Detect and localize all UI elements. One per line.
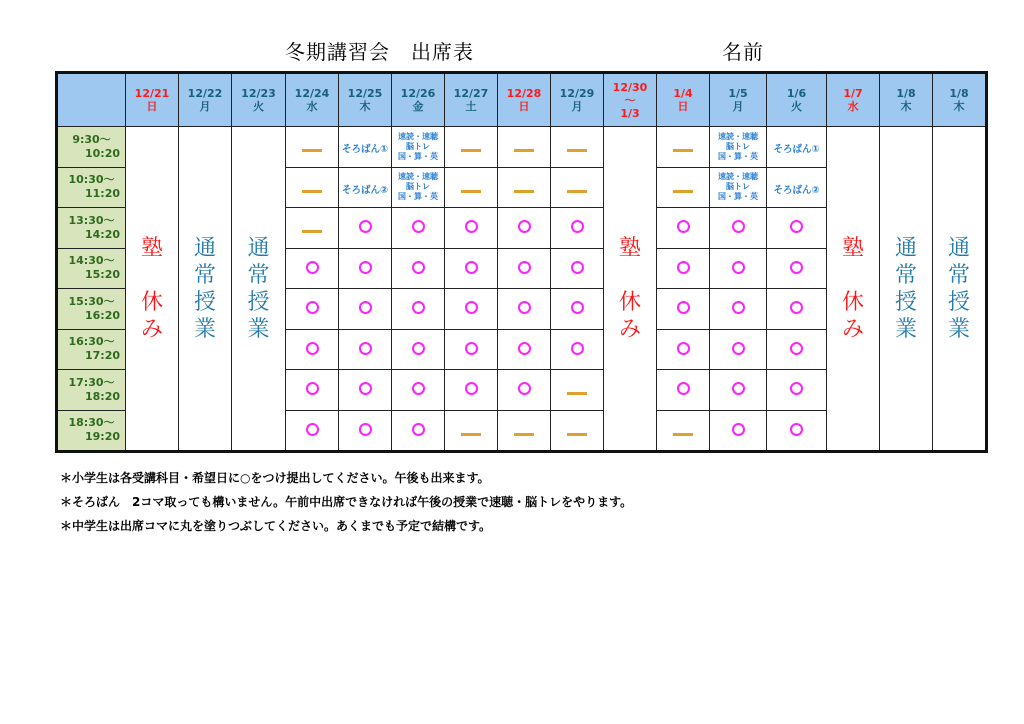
slot-available[interactable] [710,248,767,289]
attendance-table [55,71,988,453]
circle-icon [571,342,584,355]
slot-unavailable[interactable] [498,127,551,168]
date-header: 12/28 日 [498,73,551,127]
slot-available[interactable] [498,370,551,411]
circle-icon [306,301,319,314]
slot-available[interactable] [445,370,498,411]
regular-class-cell: 通 常 授 業 [232,127,286,452]
circle-icon [412,261,425,274]
date-header: 1/7 水 [827,73,880,127]
date-header: 12/21 日 [126,73,179,127]
dash-icon [567,433,587,436]
dash-icon [673,149,693,152]
date-header: 1/8 木 [933,73,987,127]
slot-available[interactable] [392,208,445,249]
corner-cell [57,73,126,127]
time-slot-label: 9:30〜 10:20 [57,127,126,168]
slot-available[interactable] [392,329,445,370]
slot-unavailable[interactable] [498,167,551,208]
circle-icon [465,301,478,314]
time-row [57,127,987,168]
closed-day-cell: 塾 休 み [126,127,179,452]
date-header: 1/8 木 [880,73,933,127]
slot-sokudoku[interactable]: 速読・速聴 脳トレ 国・算・英 [710,127,767,168]
circle-icon [790,220,803,233]
slot-available[interactable] [286,410,339,452]
slot-available[interactable] [657,248,710,289]
dash-icon [302,190,322,193]
circle-icon [732,342,745,355]
slot-available[interactable] [767,208,827,249]
circle-icon [518,261,531,274]
circle-icon [412,382,425,395]
circle-icon [571,261,584,274]
dash-icon [302,149,322,152]
time-slot-label: 17:30〜 18:20 [57,370,126,411]
slot-soroban[interactable]: そろばん② [339,167,392,208]
date-header: 12/27 土 [445,73,498,127]
date-header: 1/4 日 [657,73,710,127]
circle-icon [571,301,584,314]
circle-icon [571,220,584,233]
header-row [57,73,987,127]
dash-icon [302,230,322,233]
slot-available[interactable] [286,289,339,330]
circle-icon [465,342,478,355]
slot-unavailable[interactable] [445,127,498,168]
regular-class-cell: 通 常 授 業 [933,127,987,452]
slot-unavailable[interactable] [657,127,710,168]
dash-icon [514,433,534,436]
time-slot-label: 18:30〜 19:20 [57,410,126,452]
time-slot-label: 15:30〜 16:20 [57,289,126,330]
slot-available[interactable] [498,289,551,330]
slot-unavailable[interactable] [286,208,339,249]
slot-available[interactable] [286,370,339,411]
circle-icon [790,342,803,355]
document-title: 冬期講習会 出席表 [285,40,474,64]
circle-icon [790,261,803,274]
slot-available[interactable] [710,289,767,330]
slot-available[interactable] [392,410,445,452]
circle-icon [518,220,531,233]
date-header: 1/6 火 [767,73,827,127]
slot-unavailable[interactable] [551,127,604,168]
slot-available[interactable] [392,370,445,411]
circle-icon [359,342,372,355]
circle-icon [732,261,745,274]
circle-icon [465,382,478,395]
slot-available[interactable] [392,289,445,330]
slot-available[interactable] [339,289,392,330]
time-slot-label: 13:30〜 14:20 [57,208,126,249]
circle-icon [306,382,319,395]
slot-unavailable[interactable] [445,167,498,208]
circle-icon [790,301,803,314]
slot-unavailable[interactable] [551,167,604,208]
circle-icon [677,301,690,314]
slot-soroban[interactable]: そろばん② [767,167,827,208]
circle-icon [359,382,372,395]
dash-icon [673,190,693,193]
date-header: 12/30 〜 1/3 [604,73,657,127]
slot-available[interactable] [551,289,604,330]
circle-icon [359,261,372,274]
circle-icon [677,261,690,274]
circle-icon [677,342,690,355]
note-line: ＊小学生は各受講科目・希望日に○をつけ提出してください。午後も出来ます。 [60,471,490,485]
slot-available[interactable] [710,410,767,452]
circle-icon [306,261,319,274]
slot-sokudoku[interactable]: 速読・速聴 脳トレ 国・算・英 [392,127,445,168]
slot-available[interactable] [767,289,827,330]
circle-icon [790,382,803,395]
slot-available[interactable] [286,329,339,370]
slot-unavailable[interactable] [551,370,604,411]
time-slot-label: 16:30〜 17:20 [57,329,126,370]
circle-icon [465,220,478,233]
dash-icon [514,149,534,152]
slot-available[interactable] [710,370,767,411]
slot-unavailable[interactable] [286,127,339,168]
slot-available[interactable] [657,329,710,370]
circle-icon [732,423,745,436]
date-header: 12/29 月 [551,73,604,127]
circle-icon [732,382,745,395]
slot-available[interactable] [657,289,710,330]
date-header: 12/22 月 [179,73,232,127]
slot-available[interactable] [445,329,498,370]
slot-unavailable[interactable] [498,410,551,452]
circle-icon [412,301,425,314]
dash-icon [461,433,481,436]
circle-icon [677,382,690,395]
closed-day-cell: 塾 休 み [827,127,880,452]
slot-available[interactable] [657,370,710,411]
slot-unavailable[interactable] [286,167,339,208]
circle-icon [412,423,425,436]
dash-icon [461,149,481,152]
circle-icon [790,423,803,436]
slot-available[interactable] [445,208,498,249]
regular-class-cell: 通 常 授 業 [179,127,232,452]
date-header: 12/23 火 [232,73,286,127]
slot-available[interactable] [551,329,604,370]
slot-available[interactable] [392,248,445,289]
slot-sokudoku[interactable]: 速読・速聴 脳トレ 国・算・英 [710,167,767,208]
circle-icon [306,342,319,355]
slot-available[interactable] [339,410,392,452]
time-slot-label: 14:30〜 15:20 [57,248,126,289]
slot-available[interactable] [498,248,551,289]
date-header: 12/26 金 [392,73,445,127]
slot-available[interactable] [767,248,827,289]
slot-unavailable[interactable] [445,410,498,452]
slot-available[interactable] [445,289,498,330]
slot-available[interactable] [767,329,827,370]
slot-available[interactable] [445,248,498,289]
dash-icon [461,190,481,193]
dash-icon [673,433,693,436]
circle-icon [359,423,372,436]
date-header: 12/25 木 [339,73,392,127]
dash-icon [567,149,587,152]
slot-available[interactable] [498,329,551,370]
slot-available[interactable] [286,248,339,289]
circle-icon [518,301,531,314]
note-line: ＊中学生は出席コマに丸を塗りつぶしてください。あくまでも予定で結構です。 [60,519,492,533]
slot-available[interactable] [551,248,604,289]
circle-icon [518,342,531,355]
slot-available[interactable] [767,410,827,452]
date-header: 1/5 月 [710,73,767,127]
note-line: ＊そろばん 2コマ取っても構いません。午前中出席できなければ午後の授業で速聴・脳トレをやります。 [60,495,633,509]
slot-unavailable[interactable] [657,410,710,452]
slot-soroban[interactable]: そろばん① [339,127,392,168]
time-slot-label: 10:30〜 11:20 [57,167,126,208]
date-header: 12/24 水 [286,73,339,127]
slot-available[interactable] [339,208,392,249]
regular-class-cell: 通 常 授 業 [880,127,933,452]
circle-icon [412,220,425,233]
circle-icon [677,220,690,233]
circle-icon [465,261,478,274]
slot-sokudoku[interactable]: 速読・速聴 脳トレ 国・算・英 [392,167,445,208]
slot-available[interactable] [498,208,551,249]
slot-unavailable[interactable] [657,167,710,208]
name-label: 名前 [722,40,764,64]
slot-available[interactable] [551,208,604,249]
slot-available[interactable] [339,329,392,370]
dash-icon [567,392,587,395]
slot-available[interactable] [339,248,392,289]
closed-day-cell: 塾 休 み [604,127,657,452]
dash-icon [514,190,534,193]
circle-icon [306,423,319,436]
circle-icon [518,382,531,395]
slot-available[interactable] [710,329,767,370]
circle-icon [359,220,372,233]
slot-available[interactable] [657,208,710,249]
slot-soroban[interactable]: そろばん① [767,127,827,168]
slot-available[interactable] [710,208,767,249]
slot-available[interactable] [339,370,392,411]
circle-icon [412,342,425,355]
slot-available[interactable] [767,370,827,411]
circle-icon [359,301,372,314]
slot-unavailable[interactable] [551,410,604,452]
circle-icon [732,301,745,314]
circle-icon [732,220,745,233]
dash-icon [567,190,587,193]
notes-section [60,466,632,538]
